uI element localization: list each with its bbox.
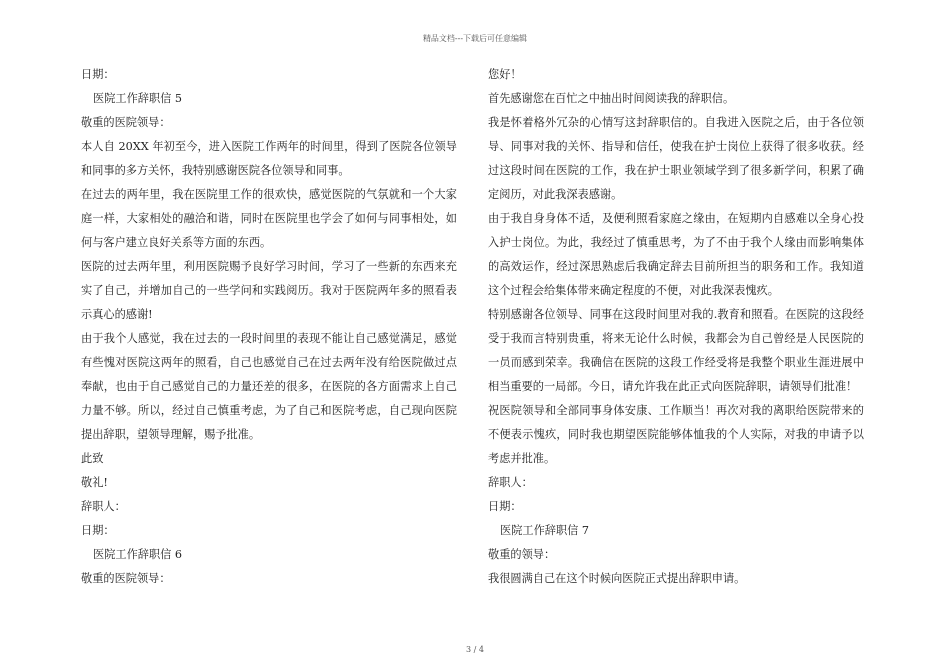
letter-heading: 医院工作辞职信 5 (93, 92, 182, 105)
page-header: 精品文档---下载后可任意编辑 (422, 34, 528, 43)
letter-heading: 医院工作辞职信 6 (93, 548, 182, 561)
greeting: 您好！ (488, 68, 522, 81)
paragraph: 我是怀着格外冗杂的心情写这封辞职信的。自我进入医院之后，由于各位领导、同事对我的关怀、指导和信任，使我在护士岗位上获得了很多收获。经过这段时间在医院的工作，我在护士职业领域学到了很多新学问，积累了确定阅历，对此我深表感谢。 (488, 116, 864, 201)
signature-label: 辞职人： (488, 476, 533, 489)
paragraph: 由于我自身身体不适，及便利照看家庭之缘由，在短期内自感难以全身心投入护士岗位。为此，我经过了慎重思考，为了不由于我个人缘由而影响集体的高效运作，经过深思熟虑后我确定辞去目前所担当的职务和工作。我知道这个过程会给集体带来确定程度的不便，对此我深表愧疚。 (488, 212, 864, 297)
date-line: 日期： (81, 68, 115, 81)
right-column (488, 63, 864, 591)
paragraph: 在过去的两年里，我在医院里工作的很欢快，感觉医院的气氛就和一个大家庭一样，大家相处的融洽和谐，同时在医院里也学会了如何与同事相处，如何与客户建立良好关系等方面的东西。 (81, 188, 457, 249)
left-column (81, 63, 457, 591)
closing-line: 此致 (81, 452, 104, 465)
salutation: 敬重的领导： (488, 548, 556, 561)
page-number: 3 / 4 (466, 645, 484, 654)
paragraph: 由于我个人感觉，我在过去的一段时间里的表现不能让自己感觉满足，感觉有些愧对医院这两年的照看，自己也感觉自己在过去两年没有给医院做过点奉献，也由于自己感觉自己的力量还差的很多，在医院的各方面需求上自己力量不够。所以，经过自己慎重考虑，为了自己和医院考虑，自己现向医院提出辞职，望领导理解，赐予批准。 (81, 332, 457, 441)
letter-heading: 医院工作辞职信 7 (500, 524, 589, 537)
paragraph: 祝医院领导和全部同事身体安康、工作顺当！再次对我的离职给医院带来的不便表示愧疚，同时我也期望医院能够体恤我的个人实际，对我的申请予以考虑并批准。 (488, 404, 864, 465)
paragraph: 医院的过去两年里，利用医院赐予良好学习时间，学习了一些新的东西来充实了自己，并增加自己的一些学问和实践阅历。我对于医院两年多的照看表示真心的感谢! (81, 260, 457, 321)
paragraph: 特别感谢各位领导、同事在这段时间里对我的.教育和照看。在医院的这段经受于我而言特别贵重，将来无论什么时候，我都会为自己曾经是人民医院的一员而感到荣幸。我确信在医院的这段工作经受将是我整个职业生涯进展中相当重要的一局部。今日，请允许我在此正式向医院辞职，请领导们批准！ (488, 308, 864, 393)
date-line: 日期： (488, 500, 522, 513)
paragraph: 本人自 20XX 年初至今，进入医院工作两年的时间里，得到了医院各位领导和同事的多方关怀，我特别感谢医院各位领导和同事。 (81, 140, 457, 177)
paragraph: 首先感谢您在百忙之中抽出时间阅读我的辞职信。 (488, 92, 735, 105)
salutation: 敬重的医院领导： (81, 116, 171, 129)
paragraph: 我很圆满自己在这个时候向医院正式提出辞职申请。 (488, 572, 746, 585)
signature-label: 辞职人： (81, 500, 126, 513)
salutation: 敬重的医院领导： (81, 572, 171, 585)
closing-line: 敬礼! (81, 476, 108, 489)
date-line: 日期： (81, 524, 115, 537)
